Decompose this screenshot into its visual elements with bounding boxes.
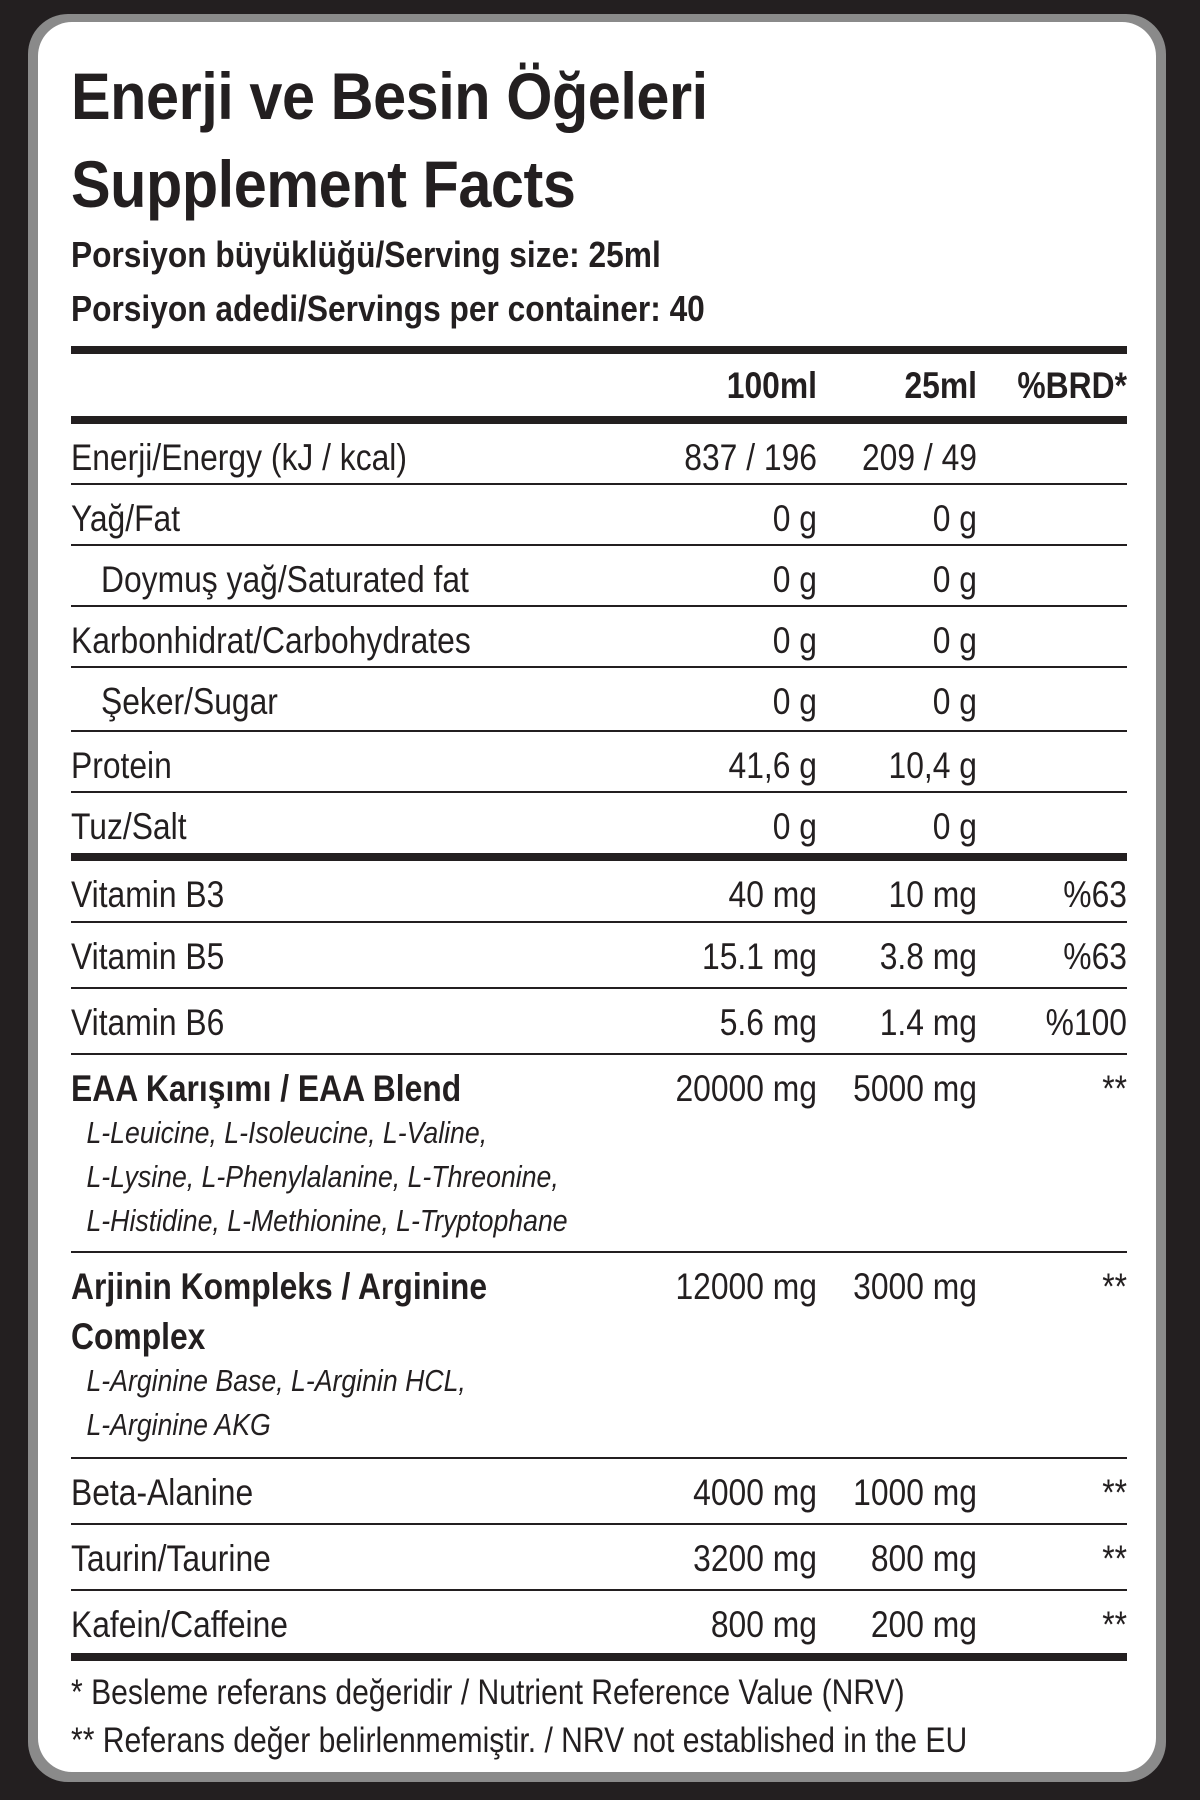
value-25ml: 10 mg xyxy=(888,874,977,915)
table-row xyxy=(71,1525,1127,1591)
value-25ml: 10,4 g xyxy=(888,745,977,786)
value-brd: %63 xyxy=(1063,936,1127,977)
row-name: Vitamin B5 xyxy=(71,936,225,977)
footnotes xyxy=(71,1661,1127,1765)
value-25ml: 200 mg xyxy=(870,1604,977,1645)
value-25ml: 800 mg xyxy=(870,1538,977,1579)
value-brd: ** xyxy=(1102,1604,1127,1645)
value-25ml: 3000 mg xyxy=(853,1266,977,1307)
row-name: EAA Karışımı / EAA Blend xyxy=(71,1068,462,1109)
footnote-nrv: * Besleme referans değeridir / Nutrient Reference Value (NRV) xyxy=(71,1673,905,1712)
table-row xyxy=(71,732,1127,793)
value-brd: ** xyxy=(1102,1472,1127,1513)
value-100ml: 41,6 g xyxy=(728,745,817,786)
serving-size: Porsiyon büyüklüğü/Serving size: 25ml xyxy=(71,234,661,275)
table-row-arginine-complex xyxy=(71,1253,1127,1459)
value-100ml: 0 g xyxy=(772,620,817,661)
divider-thick xyxy=(71,1653,1127,1661)
row-name: Beta-Alanine xyxy=(71,1472,254,1513)
value-100ml: 20000 mg xyxy=(675,1068,817,1109)
value-brd: ** xyxy=(1102,1266,1127,1307)
row-name: Karbonhidrat/Carbohydrates xyxy=(71,620,471,661)
row-name: Yağ/Fat xyxy=(71,498,181,539)
eaa-ingredients-line: L-Leuicine, L-Isoleucine, L-Valine, xyxy=(86,1115,488,1150)
title-turkish: Enerji ve Besin Öğeleri xyxy=(71,59,708,133)
value-25ml: 0 g xyxy=(932,559,977,600)
label-content xyxy=(71,52,1127,1765)
row-name-continued: Complex xyxy=(71,1316,206,1357)
arginine-ingredients-line: L-Arginine Base, L-Arginin HCL, xyxy=(86,1363,466,1398)
row-name: Kafein/Caffeine xyxy=(71,1604,289,1645)
row-name: Protein xyxy=(71,745,172,786)
table-row xyxy=(71,546,1127,607)
row-name: Arjinin Kompleks / Arginine xyxy=(71,1266,488,1307)
table-row xyxy=(71,793,1127,853)
value-100ml: 5.6 mg xyxy=(719,1002,817,1043)
value-100ml: 837 / 196 xyxy=(684,437,817,478)
value-25ml: 1.4 mg xyxy=(879,1002,977,1043)
servings-per-container: Porsiyon adedi/Servings per container: 40 xyxy=(71,288,705,329)
value-25ml: 0 g xyxy=(932,681,977,722)
value-25ml: 3.8 mg xyxy=(879,936,977,977)
value-25ml: 0 g xyxy=(932,806,977,847)
eaa-ingredients-line: L-Histidine, L-Methionine, L-Tryptophane xyxy=(86,1203,568,1238)
table-row xyxy=(71,668,1127,732)
row-name: Taurin/Taurine xyxy=(71,1538,271,1579)
col-header-brd: %BRD* xyxy=(1017,365,1127,406)
value-100ml: 0 g xyxy=(772,498,817,539)
title-block xyxy=(71,52,1127,336)
row-name: Şeker/Sugar xyxy=(101,681,278,722)
arginine-ingredients-line: L-Arginine AKG xyxy=(86,1407,271,1442)
value-100ml: 12000 mg xyxy=(675,1266,817,1307)
row-name: Enerji/Energy (kJ / kcal) xyxy=(71,437,407,478)
value-brd: ** xyxy=(1102,1538,1127,1579)
value-100ml: 800 mg xyxy=(710,1604,817,1645)
divider-thick xyxy=(71,416,1127,424)
table-row xyxy=(71,607,1127,668)
value-100ml: 0 g xyxy=(772,806,817,847)
title-english: Supplement Facts xyxy=(71,147,576,221)
table-row xyxy=(71,1459,1127,1525)
value-brd: ** xyxy=(1102,1068,1127,1109)
value-100ml: 15.1 mg xyxy=(702,936,817,977)
value-100ml: 0 g xyxy=(772,681,817,722)
divider-thick xyxy=(71,346,1127,354)
column-header-row xyxy=(71,354,1127,416)
table-row xyxy=(71,923,1127,989)
value-25ml: 0 g xyxy=(932,498,977,539)
value-25ml: 5000 mg xyxy=(853,1068,977,1109)
eaa-ingredients-line: L-Lysine, L-Phenylalanine, L-Threonine, xyxy=(86,1159,559,1194)
col-header-100ml: 100ml xyxy=(726,365,817,406)
value-25ml: 0 g xyxy=(932,620,977,661)
row-name: Tuz/Salt xyxy=(71,806,187,847)
row-name: Vitamin B3 xyxy=(71,874,225,915)
table-row xyxy=(71,424,1127,485)
table-row-eaa-blend xyxy=(71,1055,1127,1253)
value-25ml: 1000 mg xyxy=(853,1472,977,1513)
value-100ml: 40 mg xyxy=(728,874,817,915)
row-name: Doymuş yağ/Saturated fat xyxy=(101,559,469,600)
table-row xyxy=(71,861,1127,923)
value-25ml: 209 / 49 xyxy=(861,437,977,478)
value-100ml: 4000 mg xyxy=(693,1472,817,1513)
table-row xyxy=(71,485,1127,546)
supplement-facts-panel xyxy=(38,22,1156,1772)
footnote-nrv-not-established: ** Referans değer belirlenmemiştir. / NRV not established in the EU xyxy=(71,1721,968,1760)
table-row xyxy=(71,989,1127,1055)
value-brd: %100 xyxy=(1045,1002,1127,1043)
value-100ml: 3200 mg xyxy=(693,1538,817,1579)
table-row xyxy=(71,1591,1127,1653)
value-brd: %63 xyxy=(1063,874,1127,915)
divider-thick xyxy=(71,853,1127,861)
value-100ml: 0 g xyxy=(772,559,817,600)
row-name: Vitamin B6 xyxy=(71,1002,225,1043)
col-header-25ml: 25ml xyxy=(904,365,977,406)
